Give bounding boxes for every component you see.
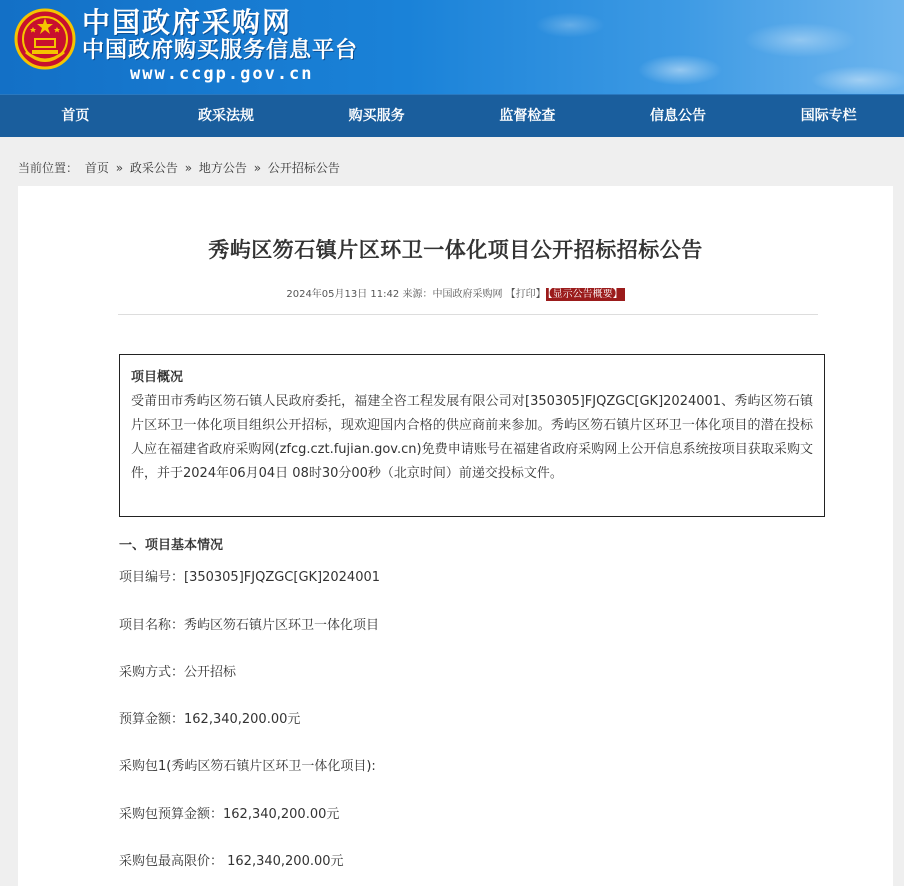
- breadcrumb-separator: »: [184, 161, 193, 175]
- national-emblem-icon[interactable]: [14, 8, 76, 70]
- field-package-budget: 采购包预算金额：162,340,200.00元: [119, 807, 340, 822]
- field-project-number: 项目编号：[350305]FJQZGC[GK]2024001: [119, 570, 381, 585]
- banner-clouds: [420, 0, 904, 94]
- field-package-max-price: 采购包最高限价： 162,340,200.00元: [119, 854, 344, 869]
- breadcrumb-separator: »: [115, 161, 124, 175]
- site-url: www.ccgp.gov.cn: [130, 64, 314, 84]
- nav-item-international[interactable]: 国际专栏: [800, 108, 857, 124]
- field-procurement-method: 采购方式：公开招标: [119, 665, 237, 680]
- breadcrumb-local-notices[interactable]: 地方公告: [198, 161, 247, 175]
- project-summary-box: [119, 354, 825, 517]
- publish-date: 2024年05月13日 11:42: [286, 289, 400, 300]
- title-divider: [118, 314, 818, 315]
- nav-item-home[interactable]: 首页: [61, 108, 90, 124]
- field-budget: 预算金额：162,340,200.00元: [119, 712, 301, 727]
- field-project-name: 项目名称：秀屿区笏石镇片区环卫一体化项目: [119, 618, 380, 633]
- header-banner: [0, 0, 904, 94]
- section-heading-basic-info: 一、项目基本情况: [119, 538, 224, 553]
- nav-item-regulations[interactable]: 政采法规: [198, 108, 254, 124]
- breadcrumb-prefix: 当前位置：: [18, 161, 79, 175]
- summary-text: 受莆田市秀屿区笏石镇人民政府委托，福建全咨工程发展有限公司对[350305]FJQZGC[GK]2024001、秀屿区笏石镇片区环卫一体化项目组织公开招标，现欢迎国内合格的供应商前来参加。秀屿区笏石镇片区环卫一体化项目的潜在投标人应在福建省政府采购网(zfcg.czt.fujian.gov.cn)免费申请账号在福建省政府采购网上公开信息系统按项目获取采购文件，并于2024年06月04日 08时30分00秒（北京时间）前递交投标文件。: [131, 394, 813, 481]
- source-name: 中国政府采购网: [432, 289, 503, 300]
- source-label: 来源：: [402, 289, 433, 300]
- article-meta: [18, 285, 893, 300]
- site-subtitle: 中国政府购买服务信息平台: [82, 38, 359, 63]
- breadcrumb-home[interactable]: 首页: [84, 161, 109, 175]
- nav-item-supervision[interactable]: 监督检查: [499, 108, 556, 124]
- main-nav: [0, 94, 904, 137]
- nav-item-purchase-services[interactable]: 购买服务: [348, 108, 405, 124]
- show-summary-button[interactable]: 【显示公告概要】: [547, 289, 623, 300]
- breadcrumb-procurement-notices[interactable]: 政采公告: [129, 161, 178, 175]
- article-card: [18, 186, 893, 886]
- summary-heading: 项目概况: [131, 370, 184, 385]
- site-title[interactable]: 中国政府采购网: [82, 6, 293, 39]
- print-link[interactable]: 【打印】: [505, 289, 546, 300]
- nav-item-announcements[interactable]: 信息公告: [650, 108, 707, 124]
- breadcrumb-separator: »: [253, 161, 262, 175]
- breadcrumb-open-tender[interactable]: 公开招标公告: [267, 161, 340, 175]
- field-package-1: 采购包1(秀屿区笏石镇片区环卫一体化项目):: [119, 759, 376, 774]
- breadcrumb: [0, 137, 904, 187]
- article-title: 秀屿区笏石镇片区环卫一体化项目公开招标招标公告: [208, 238, 703, 262]
